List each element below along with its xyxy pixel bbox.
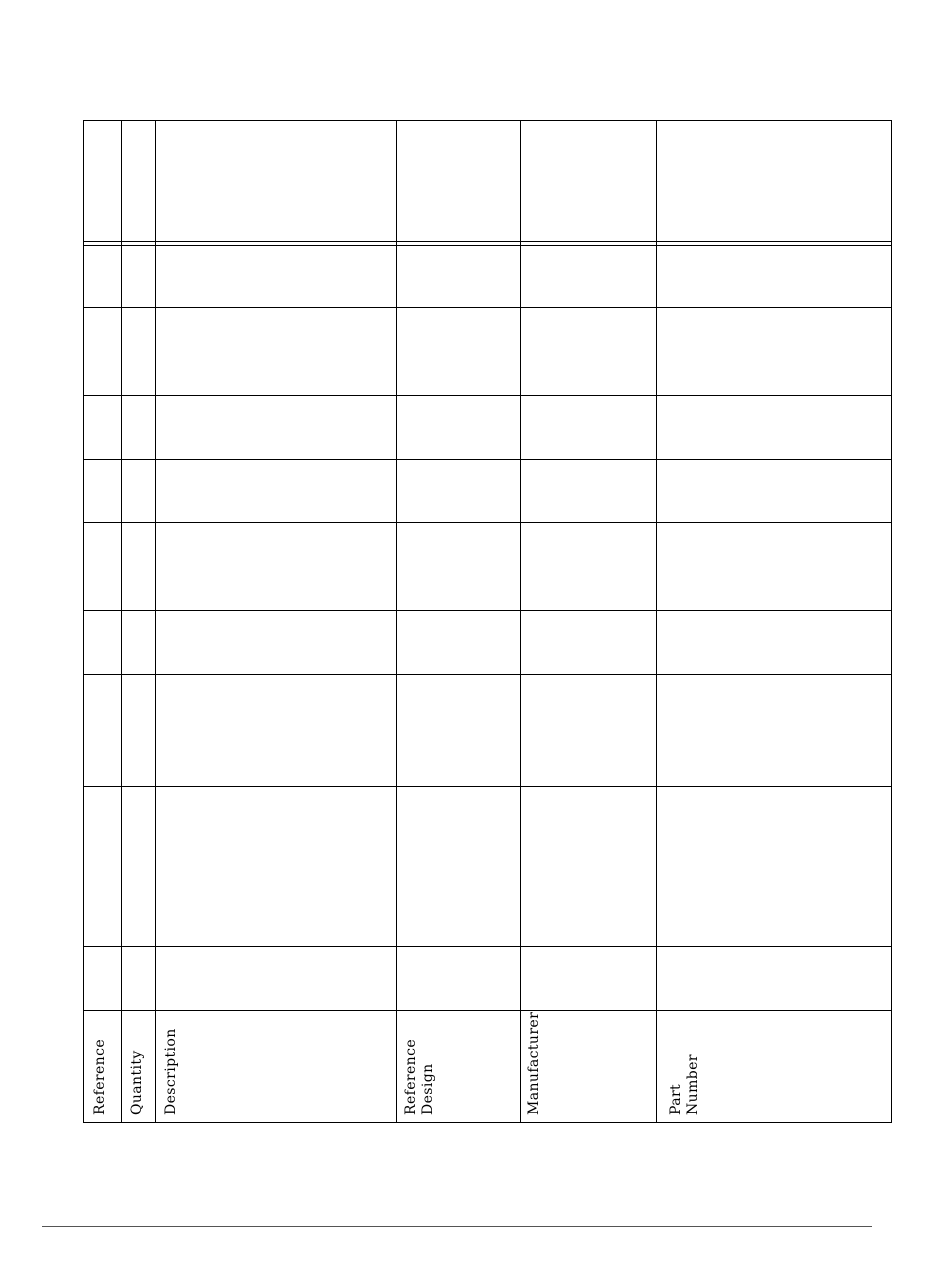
footer-rule [42,1226,872,1227]
header-manufacturer-label: Manufacturer [526,1011,542,1115]
header-quantity-label: Quantity [129,1050,145,1115]
header-description-label: Description [163,1028,179,1115]
header-reference-label: Reference [92,1038,108,1115]
header-reference-design-line2: Design [420,1063,436,1115]
header-reference-design-line1: Reference [403,1038,419,1115]
table-border [84,121,892,1123]
header-reference [92,1039,109,1115]
header-part-number-line1: Part [668,1083,684,1115]
table-grid [83,120,892,1123]
bom-table [83,120,892,1123]
header-part-number [668,1054,702,1115]
header-quantity [129,1050,146,1115]
header-manufacturer [526,1012,543,1115]
header-description [163,1028,180,1115]
header-part-number-line2: Number [685,1054,701,1115]
header-reference-design [403,1039,437,1115]
